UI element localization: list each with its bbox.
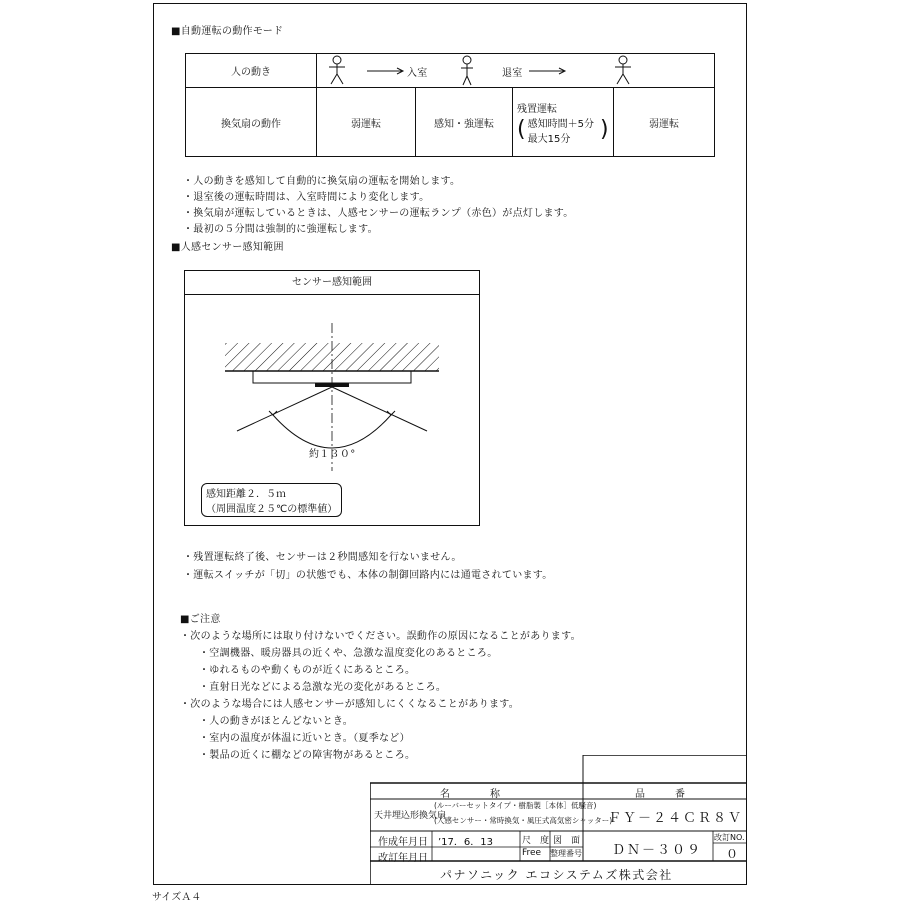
name-header: 名 称 [440,789,500,800]
product-name-sub1: (ルーバーセットタイプ・樹脂製［本体］低騒音) [434,801,597,810]
caution-line-3: ・ゆれるものや動くものが近くにあるところ。 [199,665,416,676]
residual-line1: 感知時間＋5分 [527,118,594,130]
distance-note [201,483,342,517]
people-movement-cell [317,54,715,88]
note-2: ・退室後の運転時間は、入室時間により変化します。 [183,192,430,203]
part-header: 品 番 [635,789,685,800]
company-name: パナソニック エコシステムズ株式会社 [440,868,673,882]
caution-heading: ■ご注意 [180,614,221,625]
residual-title: 残置運転 [517,103,557,115]
caution-line-7: ・室内の温度が体温に近いとき。（夏季など） [199,733,410,744]
exit-label: 退室 [502,68,523,79]
distance-line2: （周囲温度２５℃の標準値） [206,504,338,515]
part-number: ＦＹ－２４ＣＲ８Ｖ [608,811,744,826]
auto-mode-heading: ■自動運転の動作モード [171,26,284,37]
revised-label: 改訂年月日 [378,853,428,864]
rev-label: 改訂NO. [714,833,745,842]
caution-line-6: ・人の動きがほとんどないとき。 [199,716,354,727]
drawing-label: 図 面 [553,836,581,846]
state-weak-1: 弱運転 [317,88,416,157]
caution-line-5: ・次のような場合には人感センサーが感知しにくくなることがあります。 [180,699,520,710]
created-label: 作成年月日 [378,837,428,848]
paper-size: サイズＡ４ [152,892,202,903]
sensor-heading: ■人感センサー感知範囲 [171,242,284,253]
sensor-range-box [184,270,480,526]
title-block [370,755,747,885]
note-4: ・最初の５分間は強制的に強運転します。 [183,224,378,235]
state-strong: 感知・強運転 [416,88,513,157]
scale-value: Free [522,848,542,858]
caution-line-8: ・製品の近くに棚などの障害物があるところ。 [199,750,416,761]
state-residual: 残置運転 ( 感知時間＋5分 最大15分 ) [513,88,614,157]
note-5: ・残置運転終了後、センサーは２秒間感知を行ないません。 [183,552,462,563]
enter-label: 入室 [407,68,428,79]
caution-line-1: ・次のような場所には取り付けないでください。誤動作の原因になることがあります。 [180,631,581,642]
residual-line2: 最大15分 [527,133,571,145]
note-1: ・人の動きを感知して自動的に換気扇の運転を開始します。 [183,176,461,187]
person-icon-1 [329,56,345,84]
caution-line-4: ・直射日光などによる急激な光の変化があるところ。 [199,682,447,693]
auto-mode-table [185,53,715,157]
drawing-number: ＤＮ－３０９ [612,843,703,858]
rev-value: ０ [726,847,739,861]
created-date: ’17．6．13 [438,837,493,848]
caution-line-2: ・空調機器、暖房器具の近くや、急激な温度変化のあるところ。 [199,648,498,659]
person-icon-3 [615,56,631,84]
person-icon-2 [461,56,473,85]
mgmt-label: 整理番号 [550,849,582,858]
product-name-sub2: (人感センサー・常時換気・風圧式高気密シャッター) [434,816,613,825]
state-weak-2: 弱運転 [614,88,715,157]
note-3: ・換気扇が運転しているときは、人感センサーの運転ランプ（赤色）が点灯します。 [183,208,574,219]
scale-label: 尺 度 [522,836,550,846]
distance-line1: 感知距離２．５ｍ [206,489,286,500]
product-name-main: 天井埋込形換気扇 [374,811,447,821]
row-label-people: 人の動き [186,54,317,88]
sensor-range-title: センサー感知範囲 [185,271,479,295]
row-label-fan: 換気扇の動作 [186,88,317,157]
note-6: ・運転スイッチが「切」の状態でも、本体の制御回路内には通電されています。 [183,570,553,581]
angle-label: 約１３０° [309,449,356,460]
